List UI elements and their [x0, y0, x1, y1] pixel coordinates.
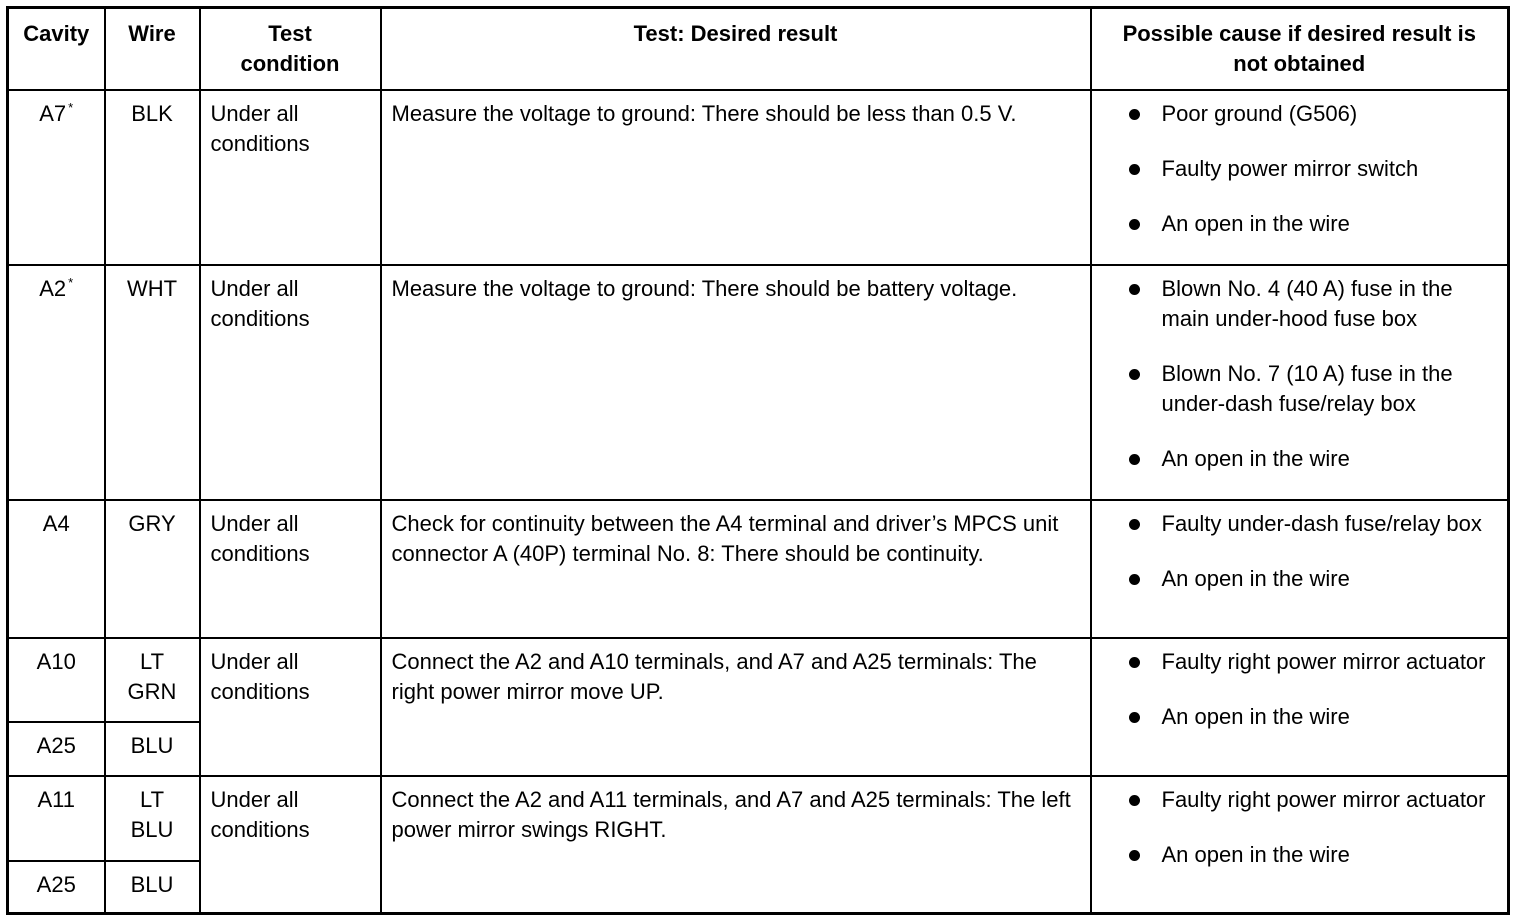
cavity-label: A2: [39, 275, 67, 301]
header-wire: Wire: [105, 8, 200, 90]
cause-item: Faulty power mirror switch: [1126, 154, 1498, 184]
cause-cell: [1091, 500, 1509, 638]
condition-cell: Under all conditions: [200, 265, 381, 500]
cause-cell: [1091, 265, 1509, 500]
wire-cell: LT BLU: [105, 776, 200, 861]
condition-cell: Under all conditions: [200, 500, 381, 638]
cause-item: Blown No. 4 (40 A) fuse in the main under-hood fuse box: [1126, 274, 1498, 334]
result-cell: Connect the A2 and A10 terminals, and A7 and A25 terminals: The right power mirror move UP.: [381, 638, 1091, 776]
cause-cell: [1091, 638, 1509, 776]
cause-item: Poor ground (G506): [1126, 99, 1498, 129]
cavity-cell: A10: [8, 638, 105, 722]
wire-cell: BLK: [105, 90, 200, 265]
cause-item: An open in the wire: [1126, 840, 1498, 870]
cavity-cell: A4: [8, 500, 105, 638]
condition-cell: Under all conditions: [200, 638, 381, 776]
result-cell: Measure the voltage to ground: There should be battery voltage.: [381, 265, 1091, 500]
cavity-label: A7: [39, 100, 67, 126]
header-row: [8, 8, 1509, 90]
condition-cell: Under all conditions: [200, 90, 381, 265]
wire-cell: WHT: [105, 265, 200, 500]
result-cell: Measure the voltage to ground: There should be less than 0.5 V.: [381, 90, 1091, 265]
table-row: [8, 265, 1509, 500]
footnote-mark: *: [68, 274, 74, 290]
cause-item: Faulty under-dash fuse/relay box: [1126, 509, 1498, 539]
table-row: [8, 776, 1509, 861]
wire-cell: BLU: [105, 861, 200, 914]
table-row: [8, 638, 1509, 722]
table-row: [8, 500, 1509, 638]
cause-item: An open in the wire: [1126, 209, 1498, 239]
result-cell: Connect the A2 and A11 terminals, and A7 and A25 terminals: The left power mirror swings RIGHT.: [381, 776, 1091, 914]
condition-cell: Under all conditions: [200, 776, 381, 914]
wire-test-table: [6, 6, 1510, 915]
cause-cell: [1091, 90, 1509, 265]
cavity-cell: [8, 265, 105, 500]
cause-item: An open in the wire: [1126, 702, 1498, 732]
cavity-cell: A25: [8, 722, 105, 776]
cavity-cell: A25: [8, 861, 105, 914]
cause-item: Blown No. 7 (10 A) fuse in the under-dash fuse/relay box: [1126, 359, 1498, 419]
cavity-cell: A11: [8, 776, 105, 861]
footnote-mark: *: [68, 99, 74, 115]
result-cell: Check for continuity between the A4 terminal and driver’s MPCS unit connector A (40P) terminal No. 8: There should be continuity.: [381, 500, 1091, 638]
cause-item: An open in the wire: [1126, 564, 1498, 594]
cavity-cell: [8, 90, 105, 265]
cause-cell: [1091, 776, 1509, 914]
header-desired-result: Test: Desired result: [381, 8, 1091, 90]
header-cavity: Cavity: [8, 8, 105, 90]
header-test-condition: Test condition: [200, 8, 381, 90]
cause-item: An open in the wire: [1126, 444, 1498, 474]
wire-cell: GRY: [105, 500, 200, 638]
wire-cell: BLU: [105, 722, 200, 776]
cause-item: Faulty right power mirror actuator: [1126, 785, 1498, 815]
table-row: [8, 90, 1509, 265]
wire-cell: LT GRN: [105, 638, 200, 722]
cause-item: Faulty right power mirror actuator: [1126, 647, 1498, 677]
header-possible-cause: Possible cause if desired result is not obtained: [1091, 8, 1509, 90]
